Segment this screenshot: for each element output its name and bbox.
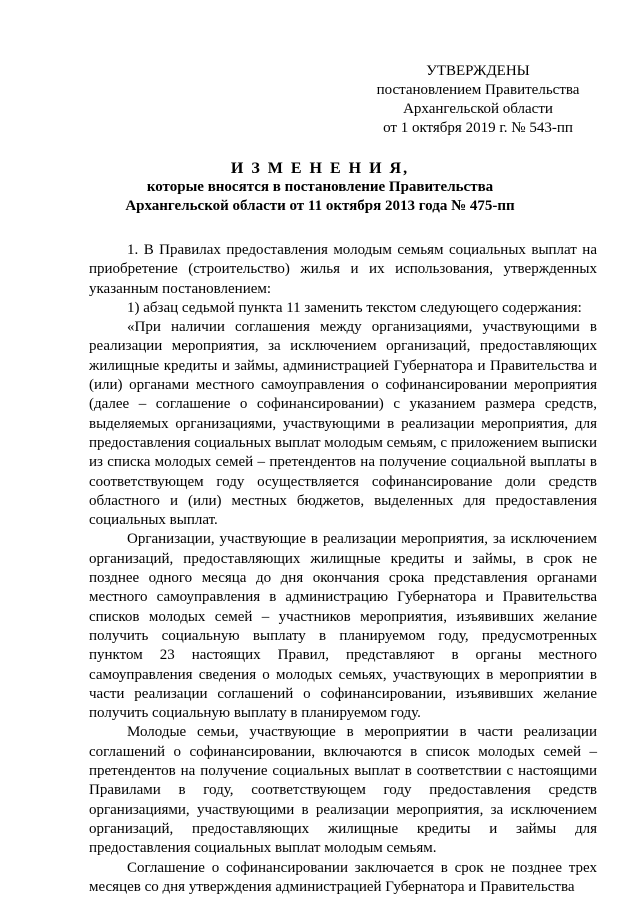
paragraph: Организации, участвующие в реализации мероприятия, за исключением организаций, предоставляющих жилищные кредиты и займы, в срок не позднее одного месяца до дня окончания срока представления органами местного самоуправления в администрацию Губернатора и Правительства списков молодых семей – участников мероприятия, изъявивших желание получить социальную выплату в планируемом году, предусмотренных пунктом 23 настоящих Правил, представляют в органы местного самоуправления сведения о молодых семьях, участвующих в мероприятии в части реализации соглашений о софинансировании, изъявивших желание получить социальную выплату в планируемом году. — [89, 531, 597, 722]
approval-stamp — [330, 62, 626, 138]
title-main: И З М Е Н Е Н И Я, — [230, 160, 410, 177]
document-title — [40, 159, 600, 216]
approval-line-date: от 1 октября 2019 г. № 543-пп — [383, 120, 573, 136]
approval-line-decree: постановлением Правительства — [376, 82, 580, 98]
document-body — [89, 241, 597, 897]
paragraph: 1. В Правилах предоставления молодым семьям социальных выплат на приобретение (строительство) жилья и их использования, утвержденных указанным постановлением: — [89, 242, 597, 297]
approval-line-region: Архангельской области — [403, 101, 553, 117]
paragraph: «При наличии соглашения между организациями, участвующими в реализации мероприятия, за исключением организаций, предоставляющих жилищные кредиты и займы, администрацией Губернатора и Правительства и (или) органами местного самоуправления о софинансировании мероприятия (далее – соглашение о софинансировании) с указанием размера средств, выделяемых организациями, участвующими в реализации мероприятия, для предоставления социальных выплат молодым семьям, с приложением выписки из списка молодых семей – претендентов на получение социальной выплаты в соответствующем году осуществляется софинансирование доли средств областного и (или) местных бюджетов, выделенных для предоставления социальных выплат. — [89, 319, 597, 529]
paragraph: Молодые семьи, участвующие в мероприятии в части реализации соглашений о софинансировании, включаются в список молодых семей – претендентов на получение социальных выплат в соответствии с настоящими Правилами в году, соответствующем году предоставления средств организациями, участвующими в реализации мероприятия, за исключением организаций, предоставляющих жилищные кредиты и займы для предоставления социальных выплат молодым семьям. — [89, 724, 597, 857]
approval-heading: УТВЕРЖДЕНЫ — [426, 63, 530, 79]
title-subtitle-1: которые вносятся в постановление Правительства — [146, 179, 494, 195]
paragraph: 1) абзац седьмой пункта 11 заменить текстом следующего содержания: — [127, 299, 582, 316]
title-subtitle-2: Архангельской области от 11 октября 2013 года № 475-пп — [125, 198, 515, 214]
paragraph: Соглашение о софинансировании заключается в срок не позднее трех месяцев со дня утверждения администрацией Губернатора и Правительства — [89, 859, 597, 895]
